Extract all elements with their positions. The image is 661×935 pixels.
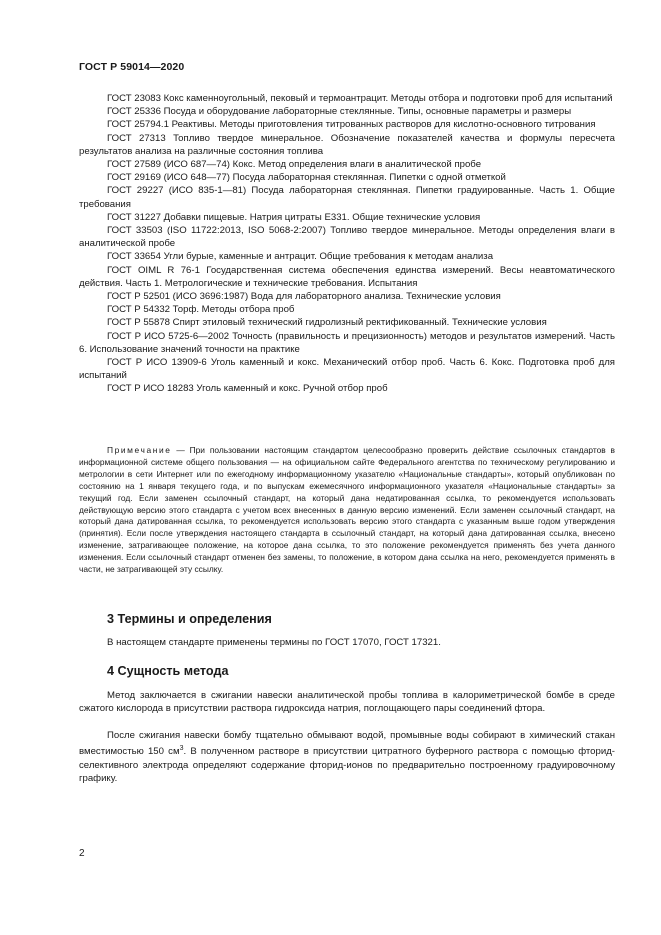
section-3-text: В настоящем стандарте применены термины по ГОСТ 17070, ГОСТ 17321. [107, 637, 441, 648]
reference-item: ГОСТ 33503 (ISO 11722:2013, ISO 5068-2:2007) Топливо твердое минеральное. Методы определения влаги в аналитической пробе [79, 225, 615, 250]
reference-item: ГОСТ 27589 (ИСО 687—74) Кокс. Метод определения влаги в аналитической пробе [107, 159, 482, 171]
section-3-title: 3 Термины и определения [107, 612, 272, 626]
document-header: ГОСТ Р 59014—2020 [79, 61, 185, 73]
reference-item: ГОСТ 29169 (ИСО 648—77) Посуда лабораторная стеклянная. Пипетки с одной отметкой [107, 172, 506, 184]
reference-item: ГОСТ 31227 Добавки пищевые. Натрия цитраты Е331. Общие технические условия [107, 211, 481, 223]
reference-item: ГОСТ Р 54332 Торф. Методы отбора проб [107, 304, 295, 316]
reference-item: ГОСТ 33654 Угли бурые, каменные и антрацит. Общие требования к методам анализа [107, 251, 494, 263]
reference-item: ГОСТ Р ИСО 18283 Уголь каменный и кокс. Ручной отбор проб [107, 383, 388, 395]
reference-item: ГОСТ Р 55878 Спирт этиловый технический гидролизный ректификованный. Технические условия [107, 317, 547, 329]
section-4-paragraph-2 [79, 729, 615, 785]
paragraph-text: . В полученном растворе в присутствии цитратного буферного раствора с помощью фторид-селективного электрода определяют содержание фторид-ионов по предварительно построенному градуировочному графику. [79, 746, 615, 785]
page-number: 2 [79, 848, 85, 859]
section-4-title: 4 Сущность метода [107, 664, 229, 678]
note-paragraph [79, 445, 615, 576]
note-text: — При пользовании настоящим стандартом целесообразно проверить действие ссылочных стандартов в информационной системе общего пользования — на официальном сайте Федерального агентства по техническому регулированию и метрологии в сети Интернет или по ежегодному информационному указателю «Национальные стандарты», который опубликован по состоянию на 1 января текущего года, и по выпускам ежемесячного информационного указателя «Национальные стандарты» за текущий год. Если заменен ссылочный стандарт, на который дана недатированная ссылка, то рекомендуется использовать действующую версию этого стандарта с учетом всех внесенных в данную версию изменений. Если заменен ссылочный стандарт, на который дана датированная ссылка, то рекомендуется использовать версию этого стандарта с указанным выше годом утверждения (принятия). Если после утверждения настоящего стандарта в ссылочный стандарт, на который дана датированная ссылка, внесено изменение, затрагивающее положение, на которое дана ссылка, то это положение рекомендуется применять без учета данного изменения. Если ссылочный стандарт отменен без замены, то положение, в котором дана ссылка на него, рекомендуется применять в части, не затрагивающей эту ссылку. [79, 445, 615, 575]
section-4-paragraph-1: Метод заключается в сжигании навески аналитической пробы топлива в калориметрической бомбе в среде сжатого кислорода в присутствии раствора гидроксида натрия, поглощающего пары соединений фтора. [79, 690, 615, 715]
normative-references-list [79, 92, 615, 396]
reference-item: ГОСТ 25794.1 Реактивы. Методы приготовления титрованных растворов для кислотно-основного титрования [107, 119, 596, 131]
reference-item: ГОСТ Р ИСО 5725-6—2002 Точность (правильность и прецизионность) методов и результатов измерений. Часть 6. Использование значений точности на практике [79, 330, 615, 355]
reference-item: ГОСТ 25336 Посуда и оборудование лабораторные стеклянные. Типы, основные параметры и размеры [107, 106, 572, 118]
paragraph-text: После сжигания навески бомбу тщательно обмывают водой, промывные воды собирают в химический стакан вместимостью 150 см [79, 730, 615, 758]
reference-item: ГОСТ Р 52501 (ИСО 3696:1987) Вода для лабораторного анализа. Технические условия [107, 291, 501, 303]
reference-item: ГОСТ 29227 (ИСО 835-1—81) Посуда лабораторная стеклянная. Пипетки градуированные. Часть 1. Общие требования [79, 185, 615, 210]
reference-item: ГОСТ Р ИСО 13909-6 Уголь каменный и кокс. Механический отбор проб. Часть 6. Кокс. Подготовка проб для испытаний [79, 357, 615, 382]
note-label: Примечание [107, 445, 172, 455]
reference-item: ГОСТ OIML R 76-1 Государственная система обеспечения единства измерений. Весы неавтоматического действия. Часть 1. Метрологические и технические требования. Испытания [79, 264, 615, 289]
reference-item: ГОСТ 23083 Кокс каменноугольный, пековый и термоантрацит. Методы отбора и подготовки проб для испытаний [107, 93, 613, 104]
reference-item: ГОСТ 27313 Топливо твердое минеральное. Обозначение показателей качества и формулы пересчета результатов анализа на различные состояния топлива [79, 132, 615, 157]
superscript: 3 [179, 745, 184, 753]
